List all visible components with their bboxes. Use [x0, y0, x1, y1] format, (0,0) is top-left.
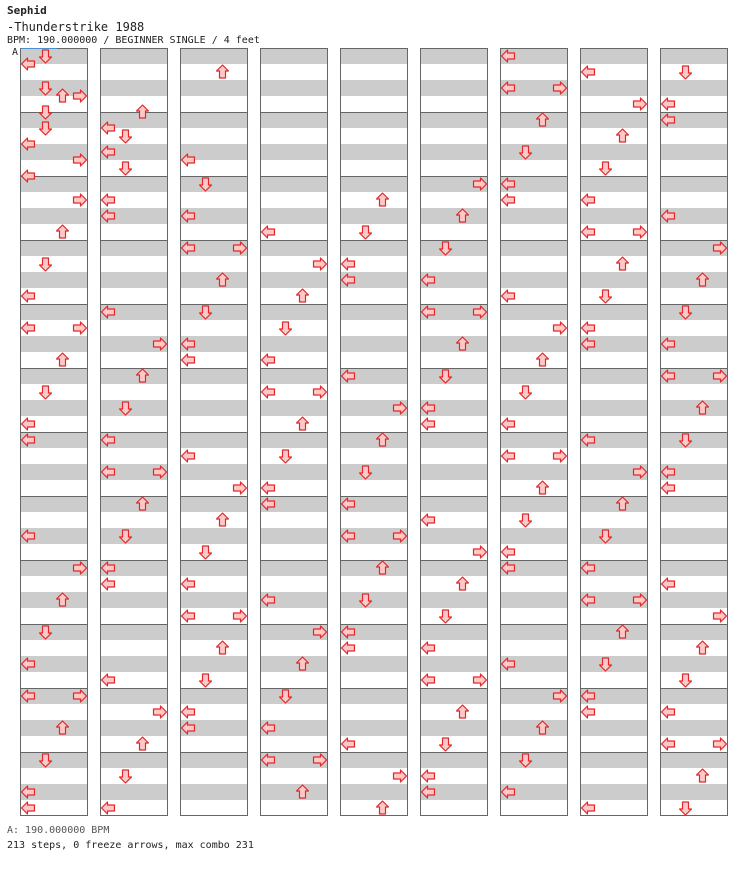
chart-column — [100, 48, 168, 816]
beat-band — [420, 240, 488, 256]
beat-band — [260, 784, 328, 800]
beat-band — [260, 528, 328, 544]
beat-band — [660, 176, 728, 192]
beat-band — [260, 112, 328, 128]
beat-band — [500, 272, 568, 288]
beat-band — [180, 560, 248, 576]
beat-band — [20, 624, 88, 640]
beat-band — [660, 688, 728, 704]
beat-band — [180, 272, 248, 288]
beat-band — [340, 208, 408, 224]
beat-band — [340, 464, 408, 480]
bpm-marker-label: A — [12, 47, 19, 58]
beat-band — [20, 464, 88, 480]
beat-band — [180, 432, 248, 448]
beat-band — [580, 272, 648, 288]
beat-band — [100, 80, 168, 96]
beat-band — [340, 688, 408, 704]
beat-band — [500, 432, 568, 448]
bpm-marker-line — [21, 48, 57, 49]
beat-band — [180, 624, 248, 640]
beat-band — [580, 496, 648, 512]
beat-band — [580, 400, 648, 416]
beat-band — [260, 688, 328, 704]
beat-band — [180, 784, 248, 800]
beat-band — [180, 656, 248, 672]
artist-name: Sephid — [7, 4, 47, 17]
beat-band — [580, 656, 648, 672]
beat-band — [420, 688, 488, 704]
beat-band — [20, 752, 88, 768]
beat-band — [340, 592, 408, 608]
beat-band — [660, 784, 728, 800]
beat-band — [20, 368, 88, 384]
beat-band — [260, 176, 328, 192]
beat-band — [20, 336, 88, 352]
beat-band — [580, 304, 648, 320]
beat-band — [260, 144, 328, 160]
beat-band — [580, 208, 648, 224]
beat-band — [580, 176, 648, 192]
beat-band — [580, 784, 648, 800]
beat-band — [420, 592, 488, 608]
beat-band — [420, 336, 488, 352]
beat-band — [500, 496, 568, 512]
step-stats: 213 steps, 0 freeze arrows, max combo 231 — [7, 840, 254, 851]
beat-band — [500, 592, 568, 608]
beat-band — [20, 496, 88, 512]
beat-band — [340, 176, 408, 192]
beat-band — [100, 272, 168, 288]
beat-band — [260, 80, 328, 96]
beat-band — [500, 720, 568, 736]
beat-band — [20, 720, 88, 736]
song-title: -Thunderstrike 1988 — [7, 20, 145, 34]
bpm-summary: A: 190.000000 BPM — [7, 825, 110, 836]
beat-band — [260, 560, 328, 576]
beat-band — [260, 208, 328, 224]
beat-band — [180, 496, 248, 512]
beat-band — [180, 304, 248, 320]
beat-band — [180, 368, 248, 384]
beat-band — [260, 400, 328, 416]
beat-band — [20, 272, 88, 288]
beat-band — [420, 368, 488, 384]
beat-band — [660, 560, 728, 576]
chart-column — [340, 48, 408, 816]
beat-band — [20, 304, 88, 320]
beat-band — [20, 208, 88, 224]
beat-band — [580, 144, 648, 160]
beat-band — [180, 80, 248, 96]
beat-band — [500, 624, 568, 640]
beat-band — [100, 528, 168, 544]
beat-band — [180, 464, 248, 480]
beat-band — [420, 48, 488, 64]
beat-band — [660, 432, 728, 448]
beat-band — [100, 624, 168, 640]
beat-band — [660, 752, 728, 768]
beat-band — [420, 624, 488, 640]
beat-band — [100, 592, 168, 608]
beat-band — [580, 80, 648, 96]
beat-band — [180, 400, 248, 416]
beat-band — [100, 400, 168, 416]
chart-info: BPM: 190.000000 / BEGINNER SINGLE / 4 feet — [7, 35, 260, 46]
beat-band — [500, 368, 568, 384]
beat-band — [340, 432, 408, 448]
beat-band — [100, 496, 168, 512]
beat-band — [500, 400, 568, 416]
beat-band — [340, 80, 408, 96]
beat-band — [660, 624, 728, 640]
beat-band — [420, 528, 488, 544]
beat-band — [580, 752, 648, 768]
beat-band — [180, 592, 248, 608]
beat-band — [500, 528, 568, 544]
beat-band — [420, 752, 488, 768]
beat-band — [100, 656, 168, 672]
beat-band — [500, 208, 568, 224]
beat-band — [660, 656, 728, 672]
beat-band — [20, 112, 88, 128]
beat-band — [500, 240, 568, 256]
beat-band — [100, 720, 168, 736]
beat-band — [100, 688, 168, 704]
beat-band — [180, 752, 248, 768]
beat-band — [340, 784, 408, 800]
beat-band — [340, 112, 408, 128]
beat-band — [500, 336, 568, 352]
beat-band — [260, 656, 328, 672]
beat-band — [100, 176, 168, 192]
beat-band — [580, 720, 648, 736]
beat-band — [420, 464, 488, 480]
beat-band — [420, 720, 488, 736]
beat-band — [180, 48, 248, 64]
beat-band — [260, 272, 328, 288]
beat-band — [100, 48, 168, 64]
beat-band — [340, 336, 408, 352]
beat-band — [580, 624, 648, 640]
beat-band — [20, 592, 88, 608]
beat-band — [580, 112, 648, 128]
chart-column — [660, 48, 728, 816]
beat-band — [500, 464, 568, 480]
chart-column — [580, 48, 648, 816]
beat-band — [260, 48, 328, 64]
beat-band — [580, 528, 648, 544]
beat-band — [260, 464, 328, 480]
beat-band — [660, 592, 728, 608]
beat-band — [580, 240, 648, 256]
beat-band — [340, 304, 408, 320]
beat-band — [180, 688, 248, 704]
beat-band — [660, 144, 728, 160]
beat-band — [100, 240, 168, 256]
beat-band — [420, 112, 488, 128]
beat-band — [420, 144, 488, 160]
beat-band — [660, 496, 728, 512]
beat-band — [100, 368, 168, 384]
beat-band — [500, 752, 568, 768]
beat-band — [340, 48, 408, 64]
beat-band — [420, 432, 488, 448]
beat-band — [660, 48, 728, 64]
beat-band — [180, 528, 248, 544]
beat-band — [340, 720, 408, 736]
beat-band — [420, 656, 488, 672]
beat-band — [500, 144, 568, 160]
beat-band — [260, 336, 328, 352]
beat-band — [260, 304, 328, 320]
beat-band — [580, 48, 648, 64]
beat-band — [100, 784, 168, 800]
chart-column — [420, 48, 488, 816]
beat-band — [20, 240, 88, 256]
beat-band — [260, 368, 328, 384]
beat-band — [180, 112, 248, 128]
beat-band — [420, 208, 488, 224]
chart-column — [500, 48, 568, 816]
beat-band — [420, 496, 488, 512]
beat-band — [660, 400, 728, 416]
beat-band — [260, 240, 328, 256]
beat-band — [500, 112, 568, 128]
beat-band — [420, 560, 488, 576]
beat-band — [500, 304, 568, 320]
beat-band — [340, 656, 408, 672]
beat-band — [340, 240, 408, 256]
beat-band — [260, 432, 328, 448]
beat-band — [340, 144, 408, 160]
beat-band — [580, 368, 648, 384]
beat-band — [340, 752, 408, 768]
chart-column — [260, 48, 328, 816]
beat-band — [180, 176, 248, 192]
beat-band — [20, 400, 88, 416]
beat-band — [420, 80, 488, 96]
beat-band — [340, 560, 408, 576]
beat-band — [660, 720, 728, 736]
beat-band — [660, 304, 728, 320]
beat-band — [100, 752, 168, 768]
beat-band — [660, 80, 728, 96]
beat-band — [660, 272, 728, 288]
beat-band — [660, 528, 728, 544]
